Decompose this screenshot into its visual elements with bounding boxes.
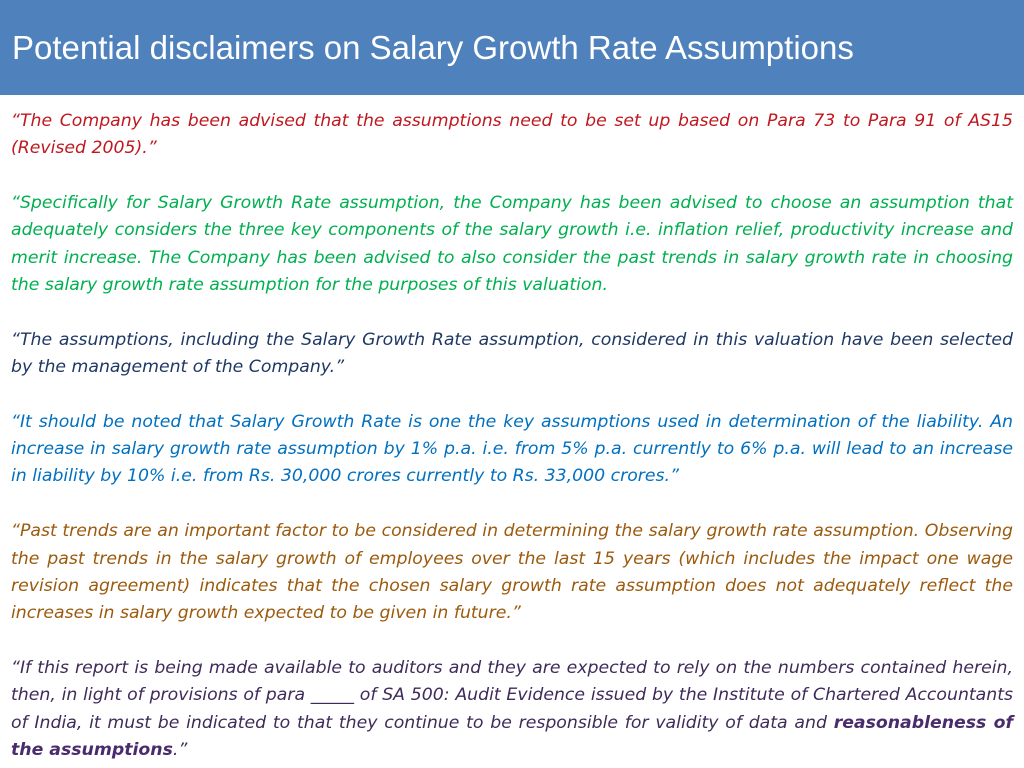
disclaimer-management-selection: “The assumptions, including the Salary Growth Rate assumption, considered in this valuation have been selected by the management of the Company.”: [11, 329, 1013, 378]
title-bar: [0, 0, 1024, 95]
disclaimer-auditors-end: .”: [172, 739, 188, 760]
slide-title: Potential disclaimers on Salary Growth Rate Assumptions: [12, 29, 854, 66]
disclaimer-auditors-text: “If this report is being made available to auditors and they are expected to rely on the numbers contained herein, then, in light of provisions of para _____ of SA 500: Audit Evidence issued by the Institute of Chartered Accountants of India, it must be indicated to that they continue to be responsible for validity of data and: [11, 657, 1013, 733]
disclaimer-salary-growth-components: “Specifically for Salary Growth Rate assumption, the Company has been advised to choose an assumption that adequately considers the three key components of the salary growth i.e. inflation relief, productivity increase and merit increase. The Company has been advised to also consider the past trends in salary growth rate in choosing the salary growth rate assumption for the purposes of this valuation.: [11, 193, 1013, 295]
disclaimer-as15-advice: “The Company has been advised that the assumptions need to be set up based on Para 73 to Para 91 of AS15 (Revised 2005).”: [11, 111, 1013, 159]
disclaimer-auditors: [11, 655, 1013, 764]
disclaimer-sensitivity: “It should be noted that Salary Growth Rate is one the key assumptions used in determination of the liability. An increase in salary growth rate assumption by 1% p.a. i.e. from 5% p.a. currently to 6% p.a. will lead to an increase in liability by 10% i.e. from Rs. 30,000 crores currently to Rs. 33,000 crores.”: [11, 411, 1013, 487]
disclaimer-list: [11, 108, 1013, 764]
disclaimer-past-trends: “Past trends are an important factor to be considered in determining the salary growth rate assumption. Observing the past trends in the salary growth of employees over the last 15 years (which includes the impact one wage revision agreement) indicates that the chosen salary growth rate assumption does not adequately reflect the increases in salary growth expected to be given in future.”: [11, 521, 1013, 624]
disclaimer-auditors-emphasis: reasonableness of the assumptions: [11, 712, 1014, 760]
